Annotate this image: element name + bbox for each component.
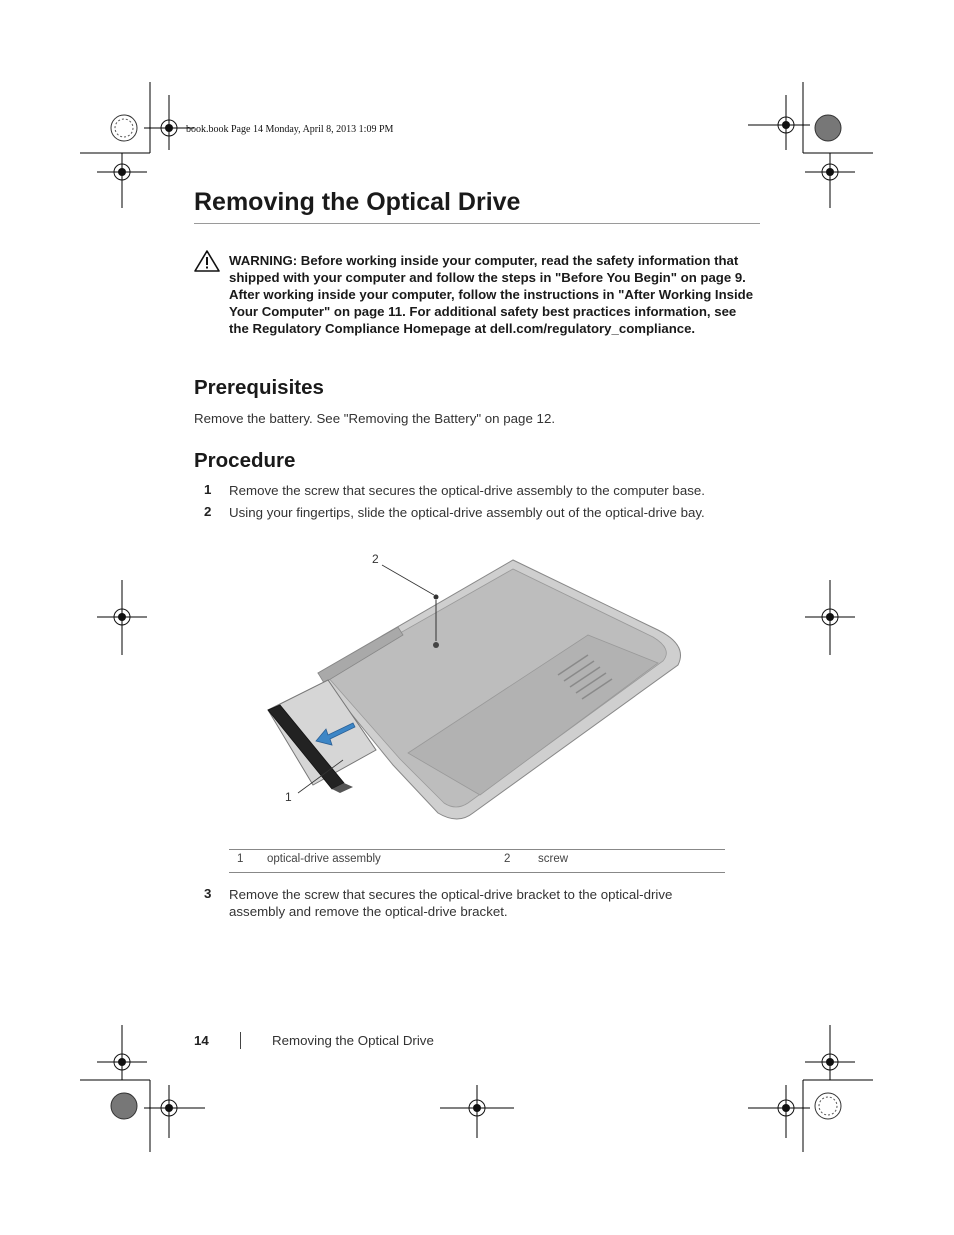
step-text: Remove the screw that secures the optical-drive assembly to the computer base. bbox=[229, 483, 705, 498]
legend-label: screw bbox=[538, 853, 569, 865]
print-slug: book.book Page 14 Monday, April 8, 2013 1:09 PM bbox=[186, 124, 394, 135]
step-text: Remove the screw that secures the optical-drive bracket to the optical-drive bbox=[229, 887, 673, 902]
title-rule bbox=[194, 223, 760, 224]
figure-legend bbox=[229, 849, 725, 873]
step-number: 2 bbox=[204, 504, 212, 519]
prerequisites-heading: Prerequisites bbox=[194, 376, 324, 399]
page-title: Removing the Optical Drive bbox=[194, 188, 521, 216]
step-text-continued: assembly and remove the optical-drive bracket. bbox=[229, 904, 508, 919]
legend-label: optical-drive assembly bbox=[267, 853, 381, 865]
warning-text: WARNING: Before working inside your computer, read the safety information that shipped with your computer and follow the steps in "Before You Begin" on page 9. After working inside your computer, follow the instructions in "After Working Inside Your Computer" on page 11. For additional safety best practices information, see the Regulatory Compliance Homepage at dell.com/regulatory_compliance. bbox=[229, 253, 754, 336]
step-text: Using your fingertips, slide the optical-drive assembly out of the optical-drive bay. bbox=[229, 505, 705, 520]
prerequisites-text: Remove the battery. See "Removing the Battery" on page 12. bbox=[194, 411, 556, 426]
legend-number: 2 bbox=[504, 853, 511, 865]
footer-separator bbox=[240, 1032, 241, 1049]
warning-triangle-icon bbox=[194, 249, 220, 273]
callout-2: 2 bbox=[372, 552, 379, 566]
page-number: 14 bbox=[194, 1033, 209, 1048]
step-number: 1 bbox=[204, 482, 212, 497]
procedure-heading: Procedure bbox=[194, 449, 296, 472]
legend-number: 1 bbox=[237, 853, 244, 865]
step-number: 3 bbox=[204, 886, 212, 901]
callout-1: 1 bbox=[285, 790, 292, 804]
laptop-base-illustration bbox=[258, 545, 698, 830]
footer-section-title: Removing the Optical Drive bbox=[272, 1033, 434, 1048]
